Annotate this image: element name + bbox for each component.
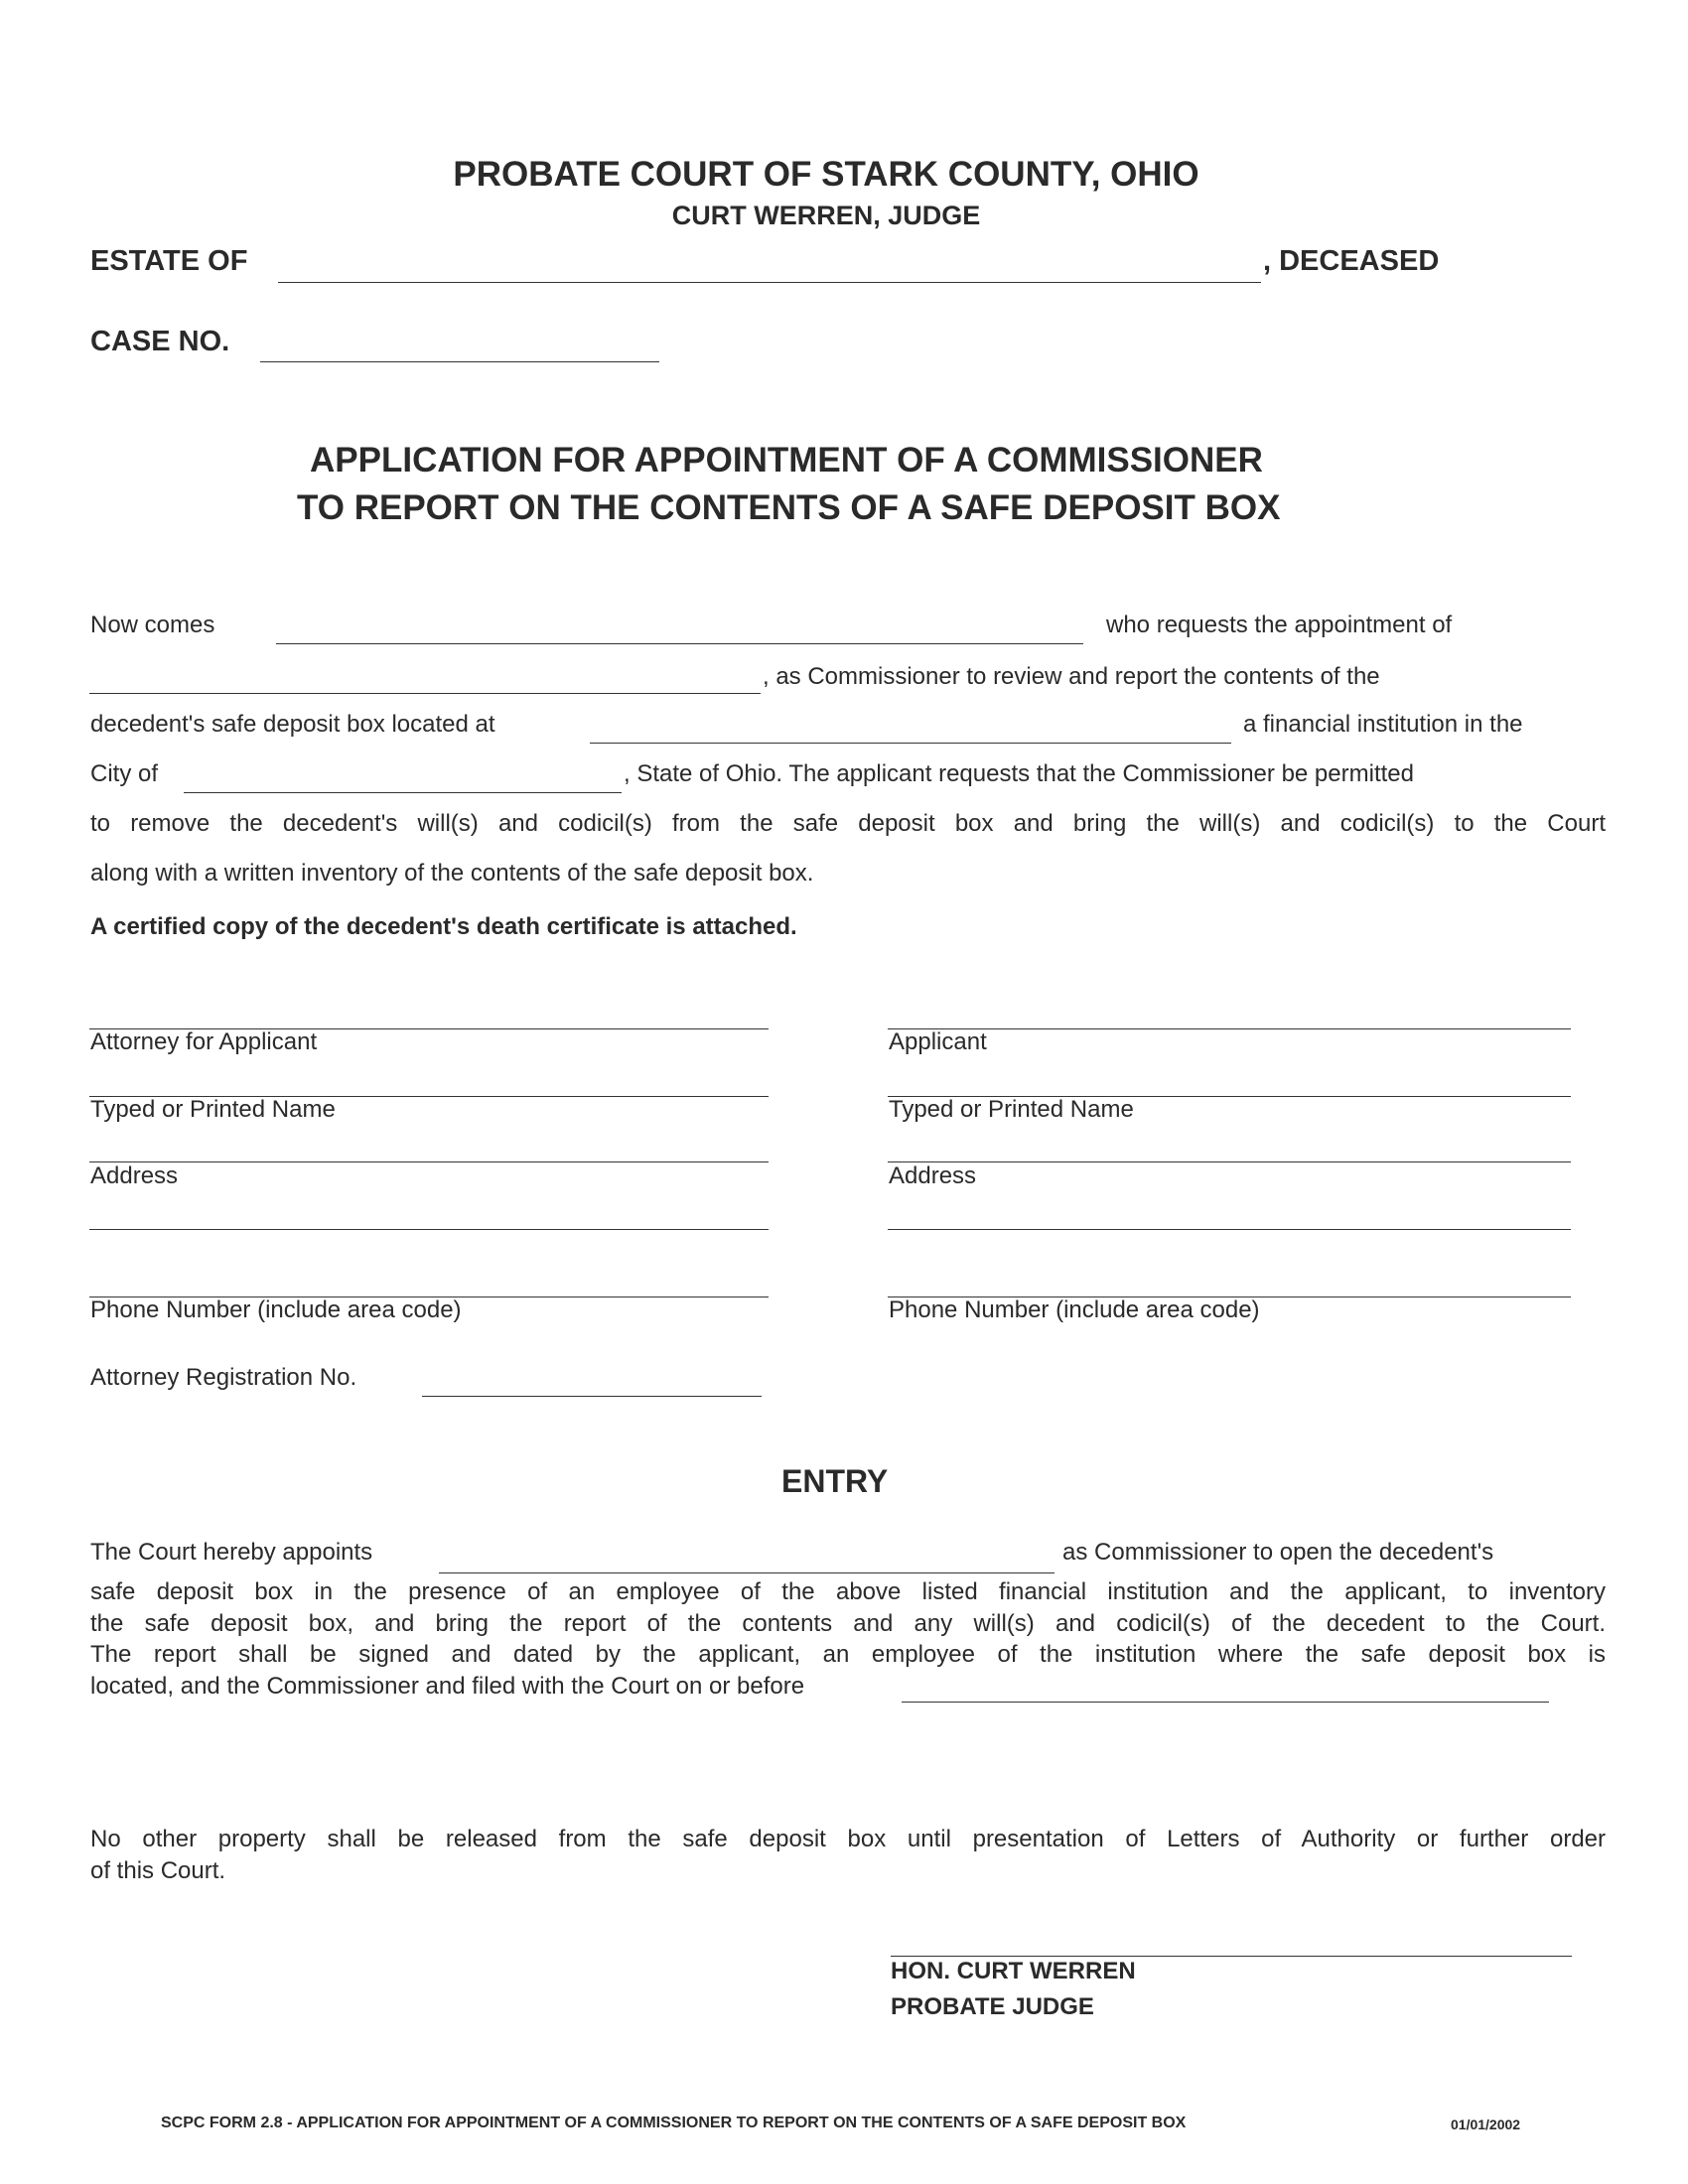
judge-signature-line[interactable] xyxy=(891,1956,1572,1957)
inventory-text: along with a written inventory of the contents of the safe deposit box. xyxy=(90,860,814,887)
applicant-address-line[interactable] xyxy=(888,1161,1571,1162)
attorney-phone-label: Phone Number (include area code) xyxy=(90,1297,462,1323)
applicant-name-field[interactable] xyxy=(276,643,1083,644)
appointed-commissioner-field[interactable] xyxy=(439,1572,1055,1573)
estate-name-field[interactable] xyxy=(278,282,1261,283)
city-field[interactable] xyxy=(184,792,622,793)
attorney-address-line-2[interactable] xyxy=(89,1229,769,1230)
attorney-registration-field[interactable] xyxy=(422,1396,762,1397)
court-name: PROBATE COURT OF STARK COUNTY, OHIO xyxy=(453,155,1199,194)
filing-date-field[interactable] xyxy=(902,1702,1549,1703)
remove-wills-text: to remove the decedent's will(s) and codicil(s) from the safe deposit box and bring the will(s) and codicil(s) to the Court xyxy=(90,810,1606,837)
form-title-line-2: TO REPORT ON THE CONTENTS OF A SAFE DEPOSIT BOX xyxy=(297,488,1281,527)
court-appoints-text: The Court hereby appoints xyxy=(90,1539,373,1566)
as-commissioner-text: , as Commissioner to review and report the contents of the xyxy=(763,663,1380,690)
deceased-label: , DECEASED xyxy=(1263,245,1440,277)
form-title-line-1: APPLICATION FOR APPOINTMENT OF A COMMISSIONER xyxy=(310,441,1263,479)
form-footer-title: SCPC FORM 2.8 - APPLICATION FOR APPOINTMENT OF A COMMISSIONER TO REPORT ON THE CONTENTS OF A SAFE DEPOSIT BOX xyxy=(161,2115,1187,2131)
judge-title: PROBATE JUDGE xyxy=(891,1993,1094,2020)
entry-text-line-2: safe deposit box in the presence of an employee of the above listed financial institution and the applicant, to inventory xyxy=(90,1578,1606,1605)
entry-title: ENTRY xyxy=(781,1463,889,1499)
attorney-address-label: Address xyxy=(90,1162,179,1189)
attorney-address-line[interactable] xyxy=(89,1161,769,1162)
attorney-registration-label: Attorney Registration No. xyxy=(90,1364,357,1391)
applicant-label: Applicant xyxy=(889,1028,987,1055)
financial-institution-text: a financial institution in the xyxy=(1243,711,1523,738)
release-text-line-1: No other property shall be released from the safe deposit box until presentation of Letters of Authority or further order xyxy=(90,1826,1606,1852)
applicant-address-label: Address xyxy=(889,1162,977,1189)
form-footer-date: 01/01/2002 xyxy=(1451,2116,1521,2132)
attorney-typed-name-label: Typed or Printed Name xyxy=(90,1096,336,1123)
entry-as-commissioner-text: as Commissioner to open the decedent's xyxy=(1062,1539,1494,1566)
case-number-field[interactable] xyxy=(260,361,659,362)
commissioner-name-field[interactable] xyxy=(89,693,761,694)
release-text-line-2: of this Court. xyxy=(90,1857,226,1884)
box-located-text: decedent's safe deposit box located at xyxy=(90,711,495,738)
entry-text-line-5: located, and the Commissioner and filed with the Court on or before xyxy=(90,1673,805,1700)
judge-line: CURT WERREN, JUDGE xyxy=(671,201,981,230)
attorney-label: Attorney for Applicant xyxy=(90,1028,318,1055)
city-of-text: City of xyxy=(90,760,159,787)
certified-copy-text: A certified copy of the decedent's death certificate is attached. xyxy=(90,913,797,940)
judge-name: HON. CURT WERREN xyxy=(891,1958,1136,1984)
case-number-label: CASE NO. xyxy=(90,326,230,357)
applicant-address-line-2[interactable] xyxy=(888,1229,1571,1230)
estate-label: ESTATE OF xyxy=(90,245,248,277)
financial-institution-field[interactable] xyxy=(590,743,1231,744)
applicant-phone-label: Phone Number (include area code) xyxy=(889,1297,1260,1323)
entry-text-line-4: The report shall be signed and dated by the applicant, an employee of the institution where the safe deposit box is xyxy=(90,1641,1606,1668)
now-comes-text: Now comes xyxy=(90,612,215,638)
state-of-ohio-text: , State of Ohio. The applicant requests that the Commissioner be permitted xyxy=(624,760,1414,787)
applicant-signature-line[interactable] xyxy=(888,1028,1571,1029)
who-requests-text: who requests the appointment of xyxy=(1106,612,1453,638)
applicant-typed-name-label: Typed or Printed Name xyxy=(889,1096,1134,1123)
entry-text-line-3: the safe deposit box, and bring the report of the contents and any will(s) and codicil(s) of the decedent to the Court. xyxy=(90,1610,1606,1637)
